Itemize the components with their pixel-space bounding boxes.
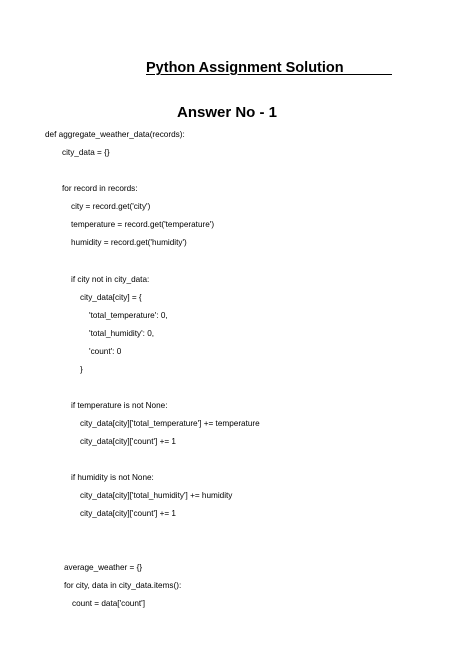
code-line: average_weather = {}: [64, 563, 143, 572]
code-line: if city not in city_data:: [71, 275, 150, 284]
answer-heading: Answer No - 1: [177, 104, 278, 121]
code-line: def aggregate_weather_data(records):: [45, 130, 185, 139]
document-title: Python Assignment Solution: [146, 60, 392, 76]
code-line: count = data['count']: [72, 599, 145, 608]
code-line: for record in records:: [62, 184, 138, 193]
code-line: 'total_temperature': 0,: [89, 311, 168, 320]
code-line: city_data = {}: [62, 148, 110, 157]
code-line: if temperature is not None:: [71, 401, 168, 410]
code-line: city = record.get('city'): [71, 202, 151, 211]
code-line: if humidity is not None:: [71, 473, 154, 482]
code-line: for city, data in city_data.items():: [64, 581, 182, 590]
code-line: temperature = record.get('temperature'): [71, 220, 215, 229]
code-line: }: [80, 365, 83, 374]
code-line: city_data[city]['total_temperature'] += temperature: [80, 419, 260, 428]
code-line: city_data[city] = {: [80, 293, 142, 302]
code-line: 'count': 0: [89, 347, 122, 356]
code-line: city_data[city]['count'] += 1: [80, 509, 176, 518]
code-line: 'total_humidity': 0,: [89, 329, 155, 338]
code-line: city_data[city]['count'] += 1: [80, 437, 176, 446]
code-line: humidity = record.get('humidity'): [71, 238, 187, 247]
code-line: city_data[city]['total_humidity'] += humidity: [80, 491, 233, 500]
